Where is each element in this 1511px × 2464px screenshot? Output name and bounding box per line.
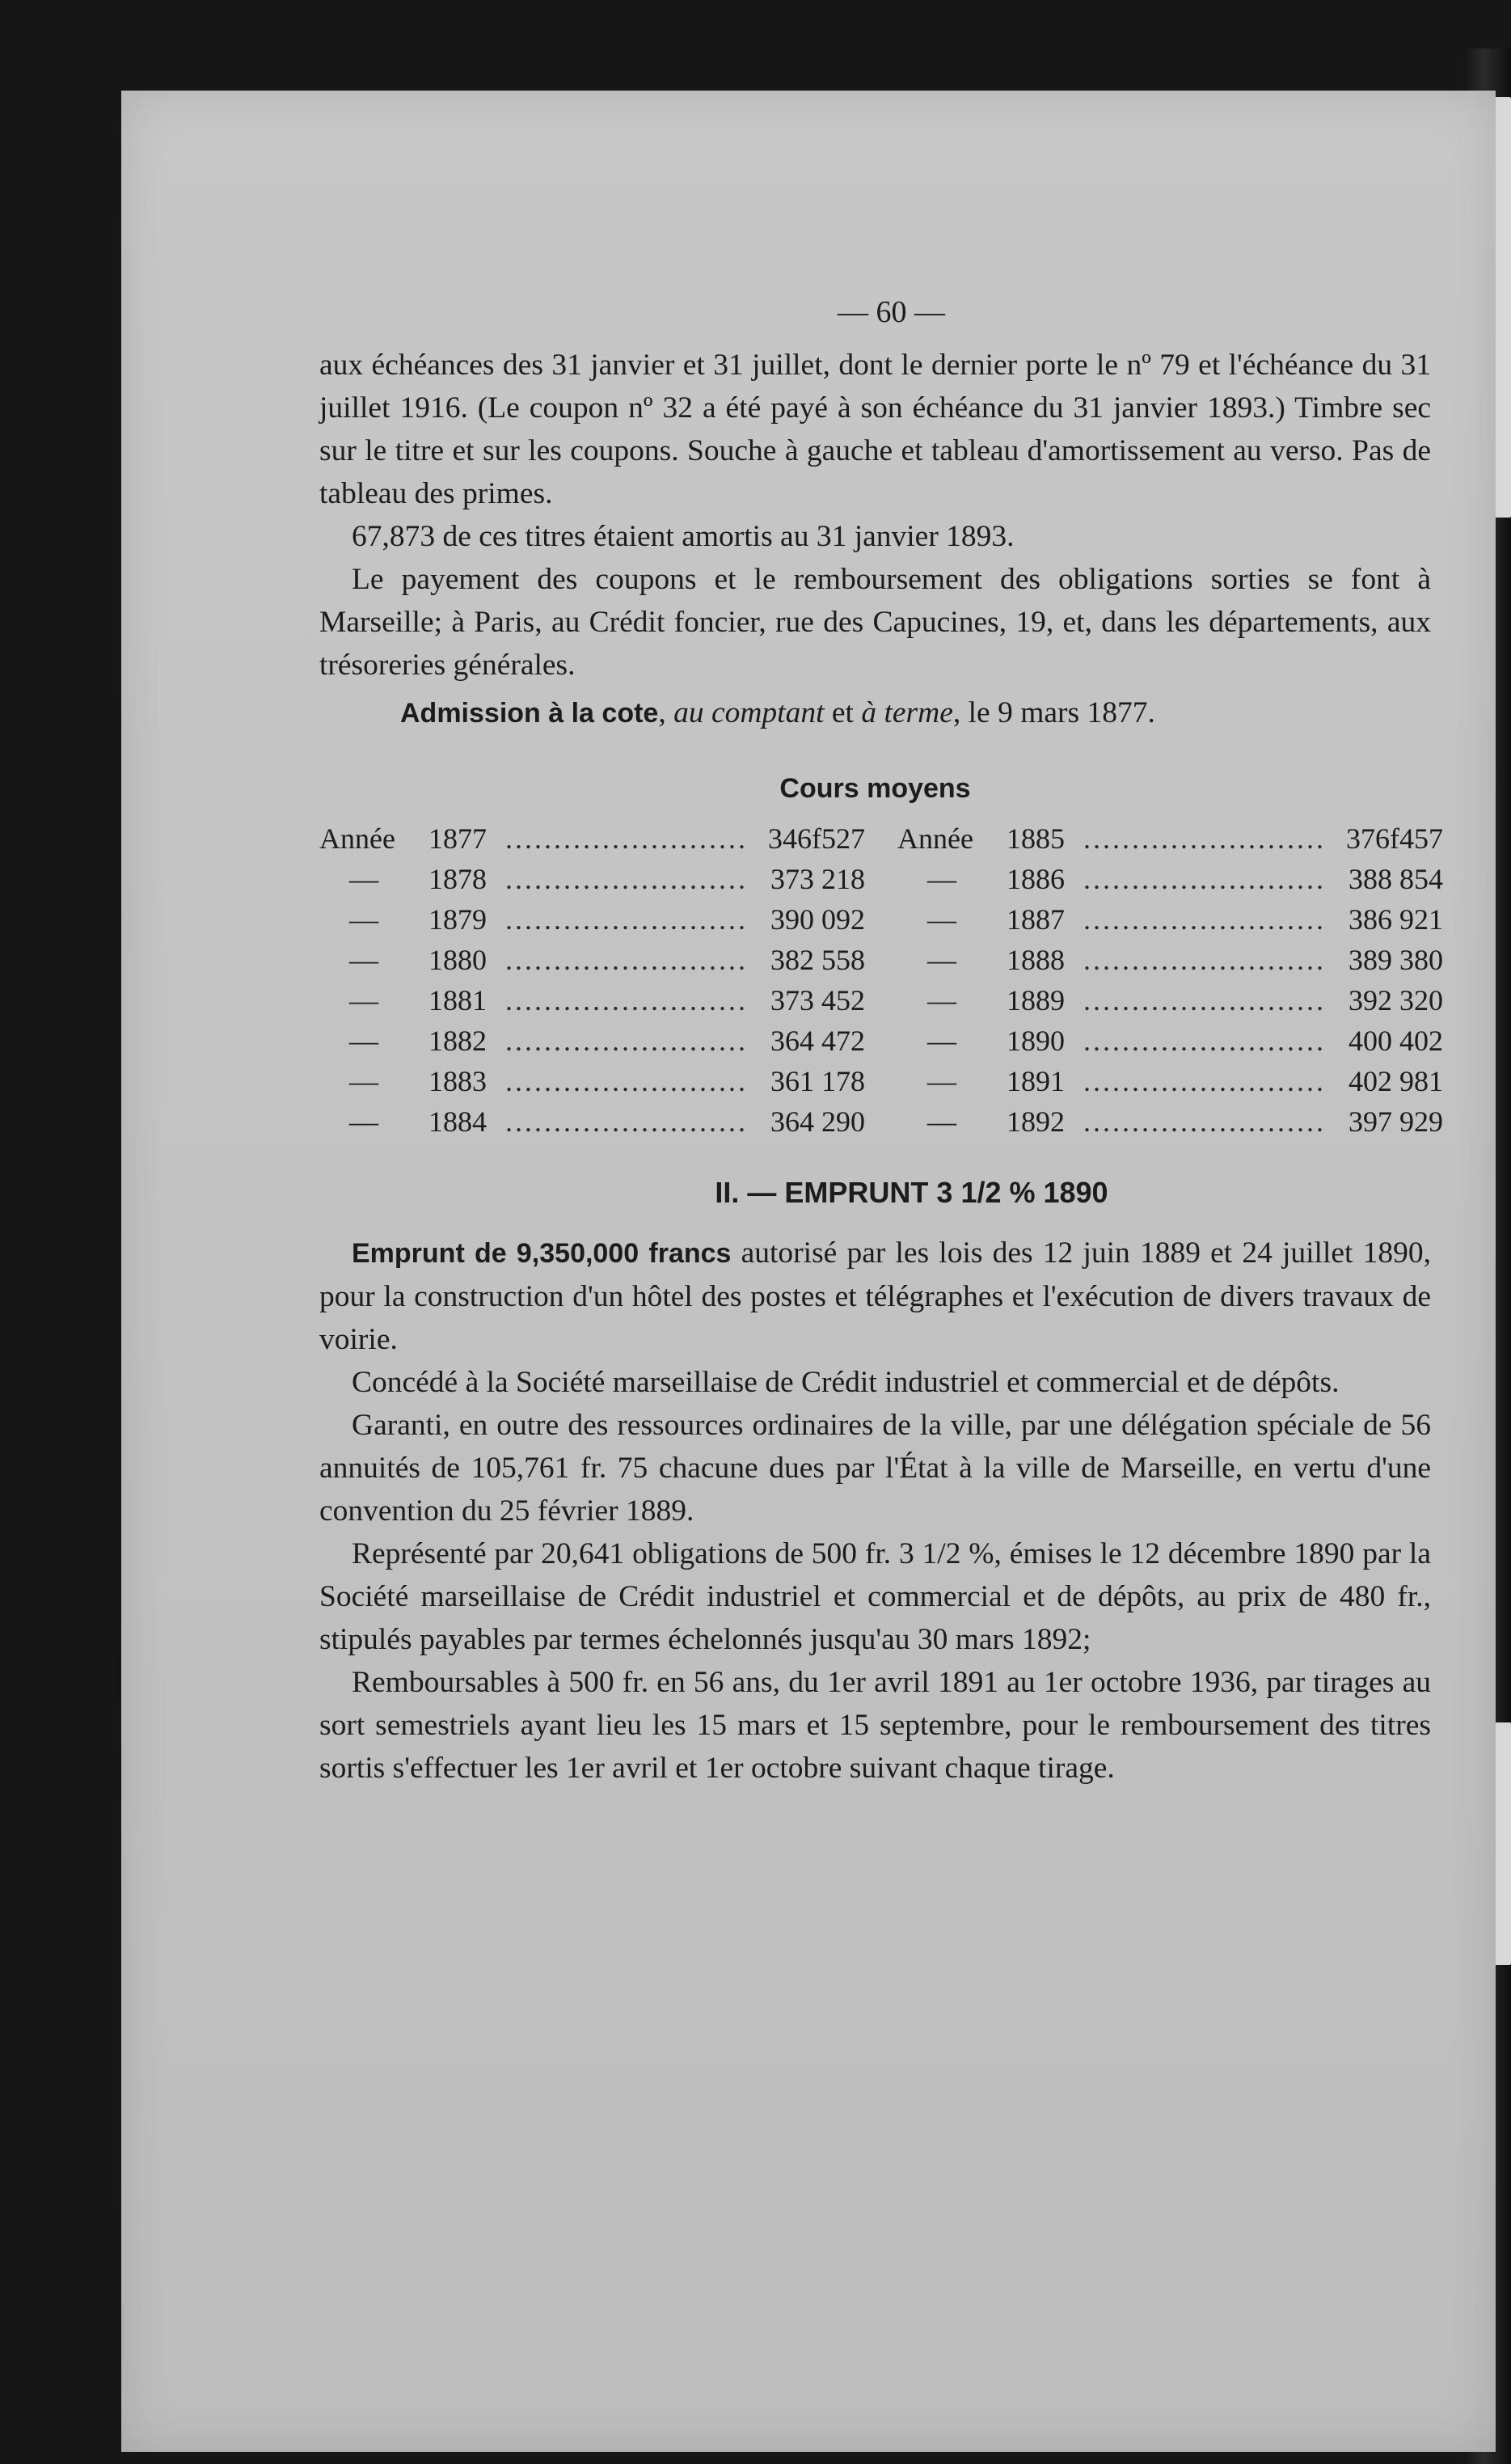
cours-moyens-table — [319, 818, 1443, 1142]
cours-row-value: 364 290 — [770, 1105, 865, 1138]
emprunt-paragraph-remboursables: Remboursables à 500 fr. en 56 ans, du 1er avril 1891 au 1er octobre 1936, par tirages au sort semestriels ayant lieu les 15 mars et 15 septembre, pour le remboursement des titres sortis s'effectuer les 1er avril et 1er octobre suivant chaque tirage. — [319, 1666, 1431, 1785]
emprunt-paragraph-garanti: Garanti, en outre des ressources ordinaires de la ville, par une délégation spéciale de 56 annuités de 105,761 fr. 75 chacune dues par l'État à la ville de Marseille, en vertu d'une convention du 25 février 1889. — [319, 1409, 1431, 1528]
cours-row — [897, 899, 1443, 940]
cours-row — [897, 1101, 1443, 1142]
cours-row-label: Année — [319, 822, 395, 855]
cours-row-value: 402 981 — [1349, 1065, 1443, 1097]
admission-label: Admission à la cote — [400, 698, 659, 729]
cours-row-year: 1892 — [1007, 1105, 1065, 1138]
cours-row — [897, 818, 1443, 859]
cours-row-value: 346f527 — [768, 822, 865, 855]
leader-dots — [1083, 1061, 1326, 1101]
emprunt-amount: Emprunt de 9,350,000 francs — [352, 1238, 732, 1269]
cours-row-year: 1879 — [428, 903, 487, 936]
cours-row-year: 1877 — [428, 822, 487, 855]
cours-row-label: — — [927, 984, 956, 1016]
leader-dots — [505, 1101, 748, 1142]
leader-dots — [505, 899, 748, 940]
cours-row — [897, 980, 1443, 1021]
page-content — [319, 291, 1443, 1790]
leader-dots — [1083, 980, 1326, 1021]
cours-row-label: — — [349, 1025, 378, 1057]
leader-dots — [505, 1061, 748, 1101]
leader-dots — [1083, 940, 1326, 980]
leader-dots — [505, 1021, 748, 1061]
cours-row — [897, 859, 1443, 899]
leader-dots — [505, 818, 748, 859]
cours-row-label: Année — [897, 822, 973, 855]
cours-row-label: — — [927, 1025, 956, 1057]
emprunt-section — [319, 1232, 1431, 1790]
cours-column-right — [880, 818, 1443, 1142]
cours-row — [319, 1061, 865, 1101]
leader-dots — [505, 859, 748, 899]
cours-row-label: — — [927, 1105, 956, 1138]
cours-row — [319, 1021, 865, 1061]
cours-row — [897, 940, 1443, 980]
cours-row-value: 361 178 — [770, 1065, 865, 1097]
emprunt-paragraph-represente: Représenté par 20,641 obligations de 500 fr. 3 1/2 %, émises le 12 décembre 1890 par la Société marseillaise de Crédit industriel et commercial et de dépôts, au prix de 480 fr., stipulés payables par termes échelonnés jusqu'au 30 mars 1892; — [319, 1537, 1431, 1656]
admission-sep-a: , — [658, 696, 674, 729]
cours-row-label: — — [927, 944, 956, 976]
cours-row — [319, 980, 865, 1021]
cours-row-year: 1891 — [1007, 1065, 1065, 1097]
cours-row-value: 382 558 — [770, 944, 865, 976]
cours-row-label: — — [927, 903, 956, 936]
leader-dots — [505, 980, 748, 1021]
cours-row-year: 1878 — [428, 863, 487, 895]
cours-row-year: 1882 — [428, 1025, 487, 1057]
cours-row-label: — — [349, 1105, 378, 1138]
cours-row-value: 389 380 — [1349, 944, 1443, 976]
emprunt-paragraph-concede: Concédé à la Société marseillaise de Crédit industriel et commercial et de dépôts. — [352, 1366, 1340, 1399]
admission-line — [319, 691, 1431, 735]
cours-row-year: 1881 — [428, 984, 487, 1016]
admission-sep-b: et — [824, 696, 862, 729]
emprunt-lead-paragraph — [319, 1232, 1431, 1361]
cours-row-label: — — [927, 1065, 956, 1097]
cours-row-year: 1885 — [1007, 822, 1065, 855]
emprunt-lead-text: autorisé par les lois des 12 juin 1889 et 24 juillet 1890, pour la construction d'un hôtel des postes et télégraphes et l'exécution de divers travaux de voirie. — [319, 1236, 1431, 1356]
cours-row — [897, 1021, 1443, 1061]
cours-row-label: — — [349, 984, 378, 1016]
cours-column-left — [319, 818, 880, 1142]
cours-moyens-title: Cours moyens — [779, 773, 971, 804]
cours-row-value: 388 854 — [1349, 863, 1443, 895]
cours-row-value: 373 452 — [770, 984, 865, 1016]
cours-row-value: 386 921 — [1349, 903, 1443, 936]
paragraph-echeances: aux échéances des 31 janvier et 31 juillet, dont le dernier porte le nº 79 et l'échéance du 31 juillet 1916. (Le coupon nº 32 a été payé à son échéance du 31 janvier 1893.) Timbre sec sur le titre et sur les coupons. Souche à gauche et tableau d'amortissement au verso. Pas de tableau des primes. — [319, 349, 1431, 510]
paragraph-amortis: 67,873 de ces titres étaient amortis au 31 janvier 1893. — [352, 520, 1015, 553]
page-number: — 60 — — [838, 295, 945, 329]
cours-row-label: — — [927, 863, 956, 895]
cours-row — [319, 940, 865, 980]
cours-row-value: 373 218 — [770, 863, 865, 895]
cours-row-label: — — [349, 1065, 378, 1097]
cours-row-year: 1888 — [1007, 944, 1065, 976]
leader-dots — [1083, 859, 1326, 899]
cours-row-year: 1886 — [1007, 863, 1065, 895]
cours-row-label: — — [349, 863, 378, 895]
cours-row-year: 1889 — [1007, 984, 1065, 1016]
cours-row-year: 1880 — [428, 944, 487, 976]
leader-dots — [1083, 1021, 1326, 1061]
cours-row — [319, 818, 865, 859]
cours-row-value: 376f457 — [1346, 822, 1443, 855]
cours-row-year: 1883 — [428, 1065, 487, 1097]
cours-row — [319, 1101, 865, 1142]
paragraph-payement: Le payement des coupons et le remboursement des obligations sorties se font à Marseille; à Paris, au Crédit foncier, rue des Capucines, 19, et, dans les départements, aux trésoreries générales. — [319, 563, 1431, 682]
section-title-emprunt-1890: II. — EMPRUNT 3 1/2 % 1890 — [715, 1176, 1108, 1209]
leader-dots — [1083, 818, 1326, 859]
admission-date: , le 9 mars 1877. — [952, 696, 1155, 729]
cours-row-value: 392 320 — [1349, 984, 1443, 1016]
cours-row-value: 364 472 — [770, 1025, 865, 1057]
cours-row-value: 397 929 — [1349, 1105, 1443, 1138]
leader-dots — [1083, 899, 1326, 940]
cours-row — [319, 899, 865, 940]
cours-row-value: 390 092 — [770, 903, 865, 936]
cours-row — [897, 1061, 1443, 1101]
admission-terme: à terme — [861, 696, 953, 729]
leader-dots — [505, 940, 748, 980]
admission-comptant: au comptant — [673, 696, 825, 729]
leader-dots — [1083, 1101, 1326, 1142]
cours-row-label: — — [349, 944, 378, 976]
cours-row-label: — — [349, 903, 378, 936]
cours-row — [319, 859, 865, 899]
cours-row-year: 1887 — [1007, 903, 1065, 936]
cours-row-year: 1884 — [428, 1105, 487, 1138]
cours-row-value: 400 402 — [1349, 1025, 1443, 1057]
cours-row-year: 1890 — [1007, 1025, 1065, 1057]
